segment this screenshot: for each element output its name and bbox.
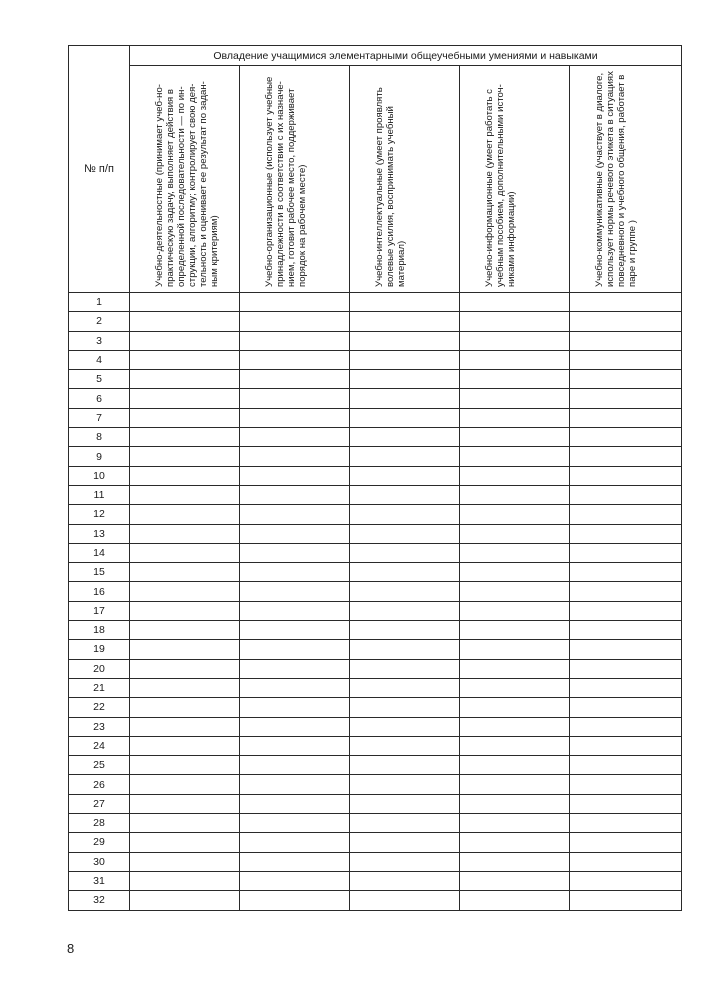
- table-cell[interactable]: [130, 428, 240, 447]
- table-cell[interactable]: [240, 466, 350, 485]
- table-cell[interactable]: [350, 736, 460, 755]
- row-number: 6: [69, 389, 130, 408]
- row-number: 24: [69, 736, 130, 755]
- table-cell[interactable]: [240, 659, 350, 678]
- row-number: 13: [69, 524, 130, 543]
- table-cell[interactable]: [460, 293, 570, 312]
- table-cell[interactable]: [130, 717, 240, 736]
- table-cell[interactable]: [570, 312, 682, 331]
- table-cell[interactable]: [570, 408, 682, 427]
- table-cell[interactable]: [570, 389, 682, 408]
- row-number: 15: [69, 563, 130, 582]
- table-cell[interactable]: [570, 563, 682, 582]
- table-cell[interactable]: [130, 601, 240, 620]
- table-cell[interactable]: [130, 312, 240, 331]
- table-cell[interactable]: [130, 794, 240, 813]
- table-cell[interactable]: [350, 505, 460, 524]
- table-cell[interactable]: [240, 447, 350, 466]
- table-row: [69, 678, 682, 697]
- table-cell[interactable]: [570, 698, 682, 717]
- table-cell[interactable]: [570, 833, 682, 852]
- table-cell[interactable]: [570, 871, 682, 890]
- table-header-row-top: [69, 46, 682, 66]
- row-number: 30: [69, 852, 130, 871]
- table-cell[interactable]: [350, 312, 460, 331]
- table-cell[interactable]: [460, 891, 570, 910]
- table-cell[interactable]: [240, 582, 350, 601]
- table-cell[interactable]: [460, 389, 570, 408]
- table-row: [69, 601, 682, 620]
- table-cell[interactable]: [460, 428, 570, 447]
- table-cell[interactable]: [350, 428, 460, 447]
- row-number: 11: [69, 485, 130, 504]
- table-row: [69, 389, 682, 408]
- table-cell[interactable]: [460, 640, 570, 659]
- row-number: 3: [69, 331, 130, 350]
- table-cell[interactable]: [130, 370, 240, 389]
- table-row: [69, 698, 682, 717]
- table-cell[interactable]: [460, 678, 570, 697]
- table-cell[interactable]: [460, 563, 570, 582]
- table-row: [69, 756, 682, 775]
- table-cell[interactable]: [460, 717, 570, 736]
- table-cell[interactable]: [240, 485, 350, 504]
- row-number: 2: [69, 312, 130, 331]
- table-cell[interactable]: [130, 331, 240, 350]
- table-cell[interactable]: [460, 852, 570, 871]
- table-cell[interactable]: [130, 698, 240, 717]
- column-header-intellectual: [350, 66, 460, 293]
- column-header-informational: [460, 66, 570, 293]
- table-cell[interactable]: [240, 428, 350, 447]
- table-cell[interactable]: [240, 891, 350, 910]
- table-cell[interactable]: [130, 678, 240, 697]
- table-cell[interactable]: [570, 293, 682, 312]
- table-cell[interactable]: [460, 505, 570, 524]
- row-number: 16: [69, 582, 130, 601]
- table-cell[interactable]: [350, 775, 460, 794]
- row-number: 1: [69, 293, 130, 312]
- table-row: [69, 659, 682, 678]
- skills-group-header: Овладение учащимися элементарными общеучебными умениями и навыками: [130, 46, 682, 66]
- table-cell[interactable]: [240, 756, 350, 775]
- table-cell[interactable]: [240, 331, 350, 350]
- table-cell[interactable]: [350, 852, 460, 871]
- table-cell[interactable]: [460, 312, 570, 331]
- row-number: 8: [69, 428, 130, 447]
- table-row: [69, 775, 682, 794]
- table-cell[interactable]: [350, 871, 460, 890]
- table-cell[interactable]: [570, 775, 682, 794]
- table-cell[interactable]: [350, 466, 460, 485]
- table-row: [69, 621, 682, 640]
- table-cell[interactable]: [350, 698, 460, 717]
- table-cell[interactable]: [350, 601, 460, 620]
- table-cell[interactable]: [570, 428, 682, 447]
- table-row: [69, 543, 682, 562]
- table-cell[interactable]: [350, 370, 460, 389]
- table-cell[interactable]: [130, 293, 240, 312]
- column-header-organizational: [240, 66, 350, 293]
- table-row: [69, 563, 682, 582]
- table-row: [69, 331, 682, 350]
- table-cell[interactable]: [570, 331, 682, 350]
- table-cell[interactable]: [460, 601, 570, 620]
- table-row: [69, 505, 682, 524]
- table-cell[interactable]: [460, 331, 570, 350]
- table-cell[interactable]: [240, 505, 350, 524]
- table-cell[interactable]: [460, 370, 570, 389]
- table-cell[interactable]: [130, 640, 240, 659]
- row-number: 26: [69, 775, 130, 794]
- row-number: 29: [69, 833, 130, 852]
- row-number: 20: [69, 659, 130, 678]
- table-cell[interactable]: [130, 736, 240, 755]
- table-cell[interactable]: [350, 814, 460, 833]
- table-row: [69, 814, 682, 833]
- table-row: [69, 833, 682, 852]
- table-cell[interactable]: [240, 350, 350, 369]
- table-cell[interactable]: [130, 543, 240, 562]
- table-cell[interactable]: [570, 370, 682, 389]
- table-cell[interactable]: [130, 775, 240, 794]
- table-cell[interactable]: [570, 852, 682, 871]
- table-cell[interactable]: [130, 563, 240, 582]
- table-row: [69, 582, 682, 601]
- table-cell[interactable]: [240, 370, 350, 389]
- table-cell[interactable]: [460, 814, 570, 833]
- table-row: [69, 312, 682, 331]
- table-cell[interactable]: [570, 601, 682, 620]
- table-cell[interactable]: [570, 640, 682, 659]
- table-cell[interactable]: [240, 852, 350, 871]
- row-number: 21: [69, 678, 130, 697]
- table-cell[interactable]: [460, 775, 570, 794]
- row-number: 4: [69, 350, 130, 369]
- table-row: [69, 736, 682, 755]
- table-cell[interactable]: [570, 814, 682, 833]
- table-cell[interactable]: [350, 350, 460, 369]
- table-row: [69, 794, 682, 813]
- table-cell[interactable]: [460, 621, 570, 640]
- table-cell[interactable]: [350, 408, 460, 427]
- table-body: [69, 293, 682, 911]
- table-row: [69, 524, 682, 543]
- skills-table: [68, 45, 682, 911]
- table-cell[interactable]: [570, 794, 682, 813]
- column-header-activity: [130, 66, 240, 293]
- table-cell[interactable]: [240, 833, 350, 852]
- table-row: [69, 350, 682, 369]
- table-cell[interactable]: [460, 485, 570, 504]
- table-cell[interactable]: [130, 756, 240, 775]
- table-cell[interactable]: [460, 447, 570, 466]
- table-cell[interactable]: [460, 756, 570, 775]
- table-cell[interactable]: [240, 640, 350, 659]
- table-cell[interactable]: [130, 505, 240, 524]
- table-row: [69, 852, 682, 871]
- table-row: [69, 408, 682, 427]
- table-cell[interactable]: [570, 485, 682, 504]
- table-cell[interactable]: [570, 524, 682, 543]
- table-cell[interactable]: [460, 833, 570, 852]
- column-header-organizational-label: Учебно-организационные (использует учебные принадлежности в соответствии с их назначе-нием, готовит рабочее место, поддерживает порядок на рабочем месте): [264, 76, 308, 287]
- table-cell[interactable]: [460, 466, 570, 485]
- table-row: [69, 466, 682, 485]
- table-cell[interactable]: [240, 814, 350, 833]
- row-number: 12: [69, 505, 130, 524]
- table-cell[interactable]: [570, 717, 682, 736]
- table-cell[interactable]: [350, 833, 460, 852]
- table-cell[interactable]: [240, 601, 350, 620]
- table-cell[interactable]: [350, 640, 460, 659]
- column-header-intellectual-label: Учебно-интеллектуальные (умеет проявлять волевые усилия, воспринимать учебный материал): [374, 87, 407, 287]
- page-number: 8: [67, 941, 75, 956]
- table-cell[interactable]: [240, 621, 350, 640]
- table-cell[interactable]: [570, 350, 682, 369]
- table-row: [69, 891, 682, 910]
- table-cell[interactable]: [350, 563, 460, 582]
- table-cell[interactable]: [570, 891, 682, 910]
- table-cell[interactable]: [570, 659, 682, 678]
- table-cell[interactable]: [350, 621, 460, 640]
- table-row: [69, 447, 682, 466]
- table-cell[interactable]: [570, 543, 682, 562]
- table-cell[interactable]: [460, 794, 570, 813]
- column-header-activity-label: Учебно-деятельностные (принимает учеб-но-практическую задачу, выполняет действия в определенной последовательности — по ин-струкции, алгоритму; контролирует свою дея-тельность и оценивает ее результат по задан-ным критериям): [154, 81, 220, 287]
- table-cell[interactable]: [240, 794, 350, 813]
- skills-table-sheet: [68, 45, 681, 910]
- row-number: 19: [69, 640, 130, 659]
- table-row: [69, 428, 682, 447]
- table-cell[interactable]: [570, 678, 682, 697]
- table-cell[interactable]: [240, 717, 350, 736]
- table-cell[interactable]: [350, 891, 460, 910]
- table-cell[interactable]: [240, 736, 350, 755]
- table-cell[interactable]: [460, 698, 570, 717]
- table-cell[interactable]: [460, 543, 570, 562]
- row-number: 18: [69, 621, 130, 640]
- table-cell[interactable]: [130, 582, 240, 601]
- table-cell[interactable]: [130, 466, 240, 485]
- table-cell[interactable]: [130, 871, 240, 890]
- table-row: [69, 717, 682, 736]
- table-cell[interactable]: [350, 389, 460, 408]
- table-cell[interactable]: [240, 389, 350, 408]
- row-number: 22: [69, 698, 130, 717]
- table-cell[interactable]: [460, 408, 570, 427]
- table-cell[interactable]: [240, 563, 350, 582]
- row-number: 28: [69, 814, 130, 833]
- table-row: [69, 370, 682, 389]
- table-cell[interactable]: [240, 524, 350, 543]
- table-cell[interactable]: [350, 717, 460, 736]
- table-cell[interactable]: [350, 293, 460, 312]
- row-number: 9: [69, 447, 130, 466]
- table-cell[interactable]: [570, 582, 682, 601]
- table-cell[interactable]: [460, 524, 570, 543]
- table-cell[interactable]: [350, 659, 460, 678]
- column-header-communicative-label: Учебно-коммуникативные (участвует в диалоге, использует нормы речевого этикета в ситуациях повседневного и учебного общения, работает в паре и группе ): [594, 71, 638, 287]
- table-cell[interactable]: [350, 582, 460, 601]
- row-number: 32: [69, 891, 130, 910]
- table-row: [69, 871, 682, 890]
- table-cell[interactable]: [130, 852, 240, 871]
- table-cell[interactable]: [570, 466, 682, 485]
- table-cell[interactable]: [130, 408, 240, 427]
- table-cell[interactable]: [350, 485, 460, 504]
- table-cell[interactable]: [240, 312, 350, 331]
- table-cell[interactable]: [240, 408, 350, 427]
- table-cell[interactable]: [130, 447, 240, 466]
- table-cell[interactable]: [130, 350, 240, 369]
- row-number: 17: [69, 601, 130, 620]
- table-cell[interactable]: [350, 524, 460, 543]
- row-number-header: № п/п: [69, 46, 130, 293]
- table-cell[interactable]: [240, 775, 350, 794]
- table-cell[interactable]: [570, 447, 682, 466]
- table-cell[interactable]: [240, 293, 350, 312]
- table-cell[interactable]: [570, 621, 682, 640]
- row-number: 25: [69, 756, 130, 775]
- table-cell[interactable]: [350, 794, 460, 813]
- table-cell[interactable]: [460, 582, 570, 601]
- table-cell[interactable]: [460, 736, 570, 755]
- table-row: [69, 293, 682, 312]
- table-cell[interactable]: [240, 698, 350, 717]
- row-number: 31: [69, 871, 130, 890]
- table-cell[interactable]: [350, 447, 460, 466]
- table-cell[interactable]: [460, 350, 570, 369]
- row-number: 27: [69, 794, 130, 813]
- table-cell[interactable]: [570, 756, 682, 775]
- table-cell[interactable]: [570, 736, 682, 755]
- table-cell[interactable]: [350, 678, 460, 697]
- row-number: 14: [69, 543, 130, 562]
- table-cell[interactable]: [130, 891, 240, 910]
- column-header-communicative: [570, 66, 682, 293]
- table-cell[interactable]: [130, 814, 240, 833]
- table-cell[interactable]: [460, 659, 570, 678]
- table-cell[interactable]: [240, 543, 350, 562]
- table-cell[interactable]: [130, 833, 240, 852]
- table-cell[interactable]: [460, 871, 570, 890]
- row-number: 10: [69, 466, 130, 485]
- table-cell[interactable]: [570, 505, 682, 524]
- table-cell[interactable]: [350, 331, 460, 350]
- table-cell[interactable]: [130, 485, 240, 504]
- row-number: 23: [69, 717, 130, 736]
- table-cell[interactable]: [240, 871, 350, 890]
- table-cell[interactable]: [130, 524, 240, 543]
- table-cell[interactable]: [350, 543, 460, 562]
- table-cell[interactable]: [130, 389, 240, 408]
- table-cell[interactable]: [240, 678, 350, 697]
- column-header-informational-label: Учебно-информационные (умеет работать с учебным пособием, дополнительными источ-никами информации): [484, 84, 517, 287]
- table-cell[interactable]: [130, 621, 240, 640]
- table-header-row-columns: [69, 66, 682, 293]
- row-number: 5: [69, 370, 130, 389]
- table-row: [69, 640, 682, 659]
- table-cell[interactable]: [350, 756, 460, 775]
- table-row: [69, 485, 682, 504]
- table-cell[interactable]: [130, 659, 240, 678]
- row-number: 7: [69, 408, 130, 427]
